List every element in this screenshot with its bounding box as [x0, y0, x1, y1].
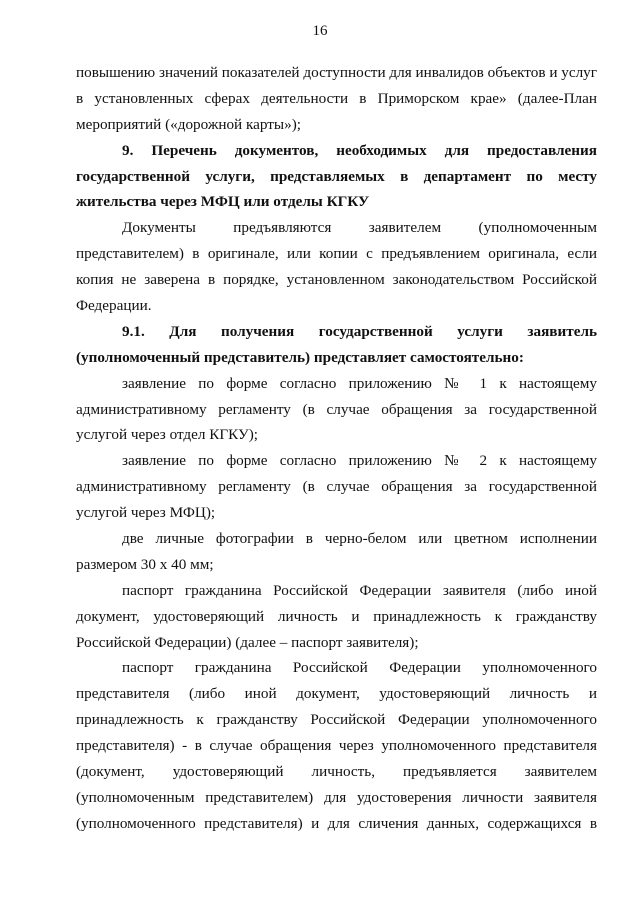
text-line: в установленных сферах деятельности в Приморском крае» (далее-План	[76, 89, 597, 107]
text-line: услугой через МФЦ);	[76, 504, 216, 522]
heading-line: 9. Перечень документов, необходимых для предоставления	[122, 141, 597, 159]
text-line: (уполномоченным представителем) для удостоверения личности заявителя	[76, 788, 597, 806]
text-line: административному регламенту (в случае обращения за государственной	[76, 400, 597, 418]
text-line: Федерации.	[76, 297, 152, 315]
text-line: документ, удостоверяющий личность и принадлежность к гражданству	[76, 607, 597, 625]
page-number: 16	[312, 23, 328, 39]
heading-line: 9.1. Для получения государственной услуги заявитель	[122, 322, 597, 340]
text-line: (уполномоченного представителя) и для сличения данных, содержащихся в	[76, 814, 597, 832]
text-line: услугой через отдел КГКУ);	[76, 426, 259, 444]
text-line: копия не заверена в порядке, установленном законодательством Российской	[76, 271, 597, 289]
text-line: Документы предъявляются заявителем (уполномоченным	[122, 219, 597, 237]
text-line: мероприятий («дорожной карты»);	[76, 115, 301, 133]
text-line: административному регламенту (в случае обращения за государственной	[76, 478, 597, 496]
heading-line: государственной услуги, представляемых в департамент по месту	[76, 167, 597, 185]
text-line: заявление по форме согласно приложению № 1 к настоящему	[122, 374, 597, 392]
text-line: представителя) - в случае обращения через уполномоченного представителя	[76, 737, 597, 755]
text-line: принадлежность к гражданству Российской Федерации уполномоченного	[76, 711, 597, 729]
heading-line: (уполномоченный представитель) представляет самостоятельно:	[76, 348, 524, 366]
text-line: паспорт гражданина Российской Федерации заявителя (либо иной	[122, 581, 597, 599]
text-line: две личные фотографии в черно-белом или цветном исполнении	[122, 530, 597, 548]
text-line: (документ, удостоверяющий личность, предъявляется заявителем	[76, 763, 597, 781]
text-line: размером 30 х 40 мм;	[76, 555, 214, 573]
text-line: заявление по форме согласно приложению № 2 к настоящему	[122, 452, 597, 470]
text-line: представителем) в оригинале, или копии с предъявлением оригинала, если	[76, 245, 597, 263]
document-body	[76, 60, 597, 837]
text-line: паспорт гражданина Российской Федерации уполномоченного	[122, 659, 597, 677]
text-line: Российской Федерации) (далее – паспорт заявителя);	[76, 633, 419, 651]
text-line: представителя (либо иной документ, удостоверяющий личность и	[76, 685, 597, 703]
heading-line: жительства через МФЦ или отделы КГКУ	[76, 193, 370, 211]
text-line: повышению значений показателей доступности для инвалидов объектов и услуг	[76, 64, 597, 81]
